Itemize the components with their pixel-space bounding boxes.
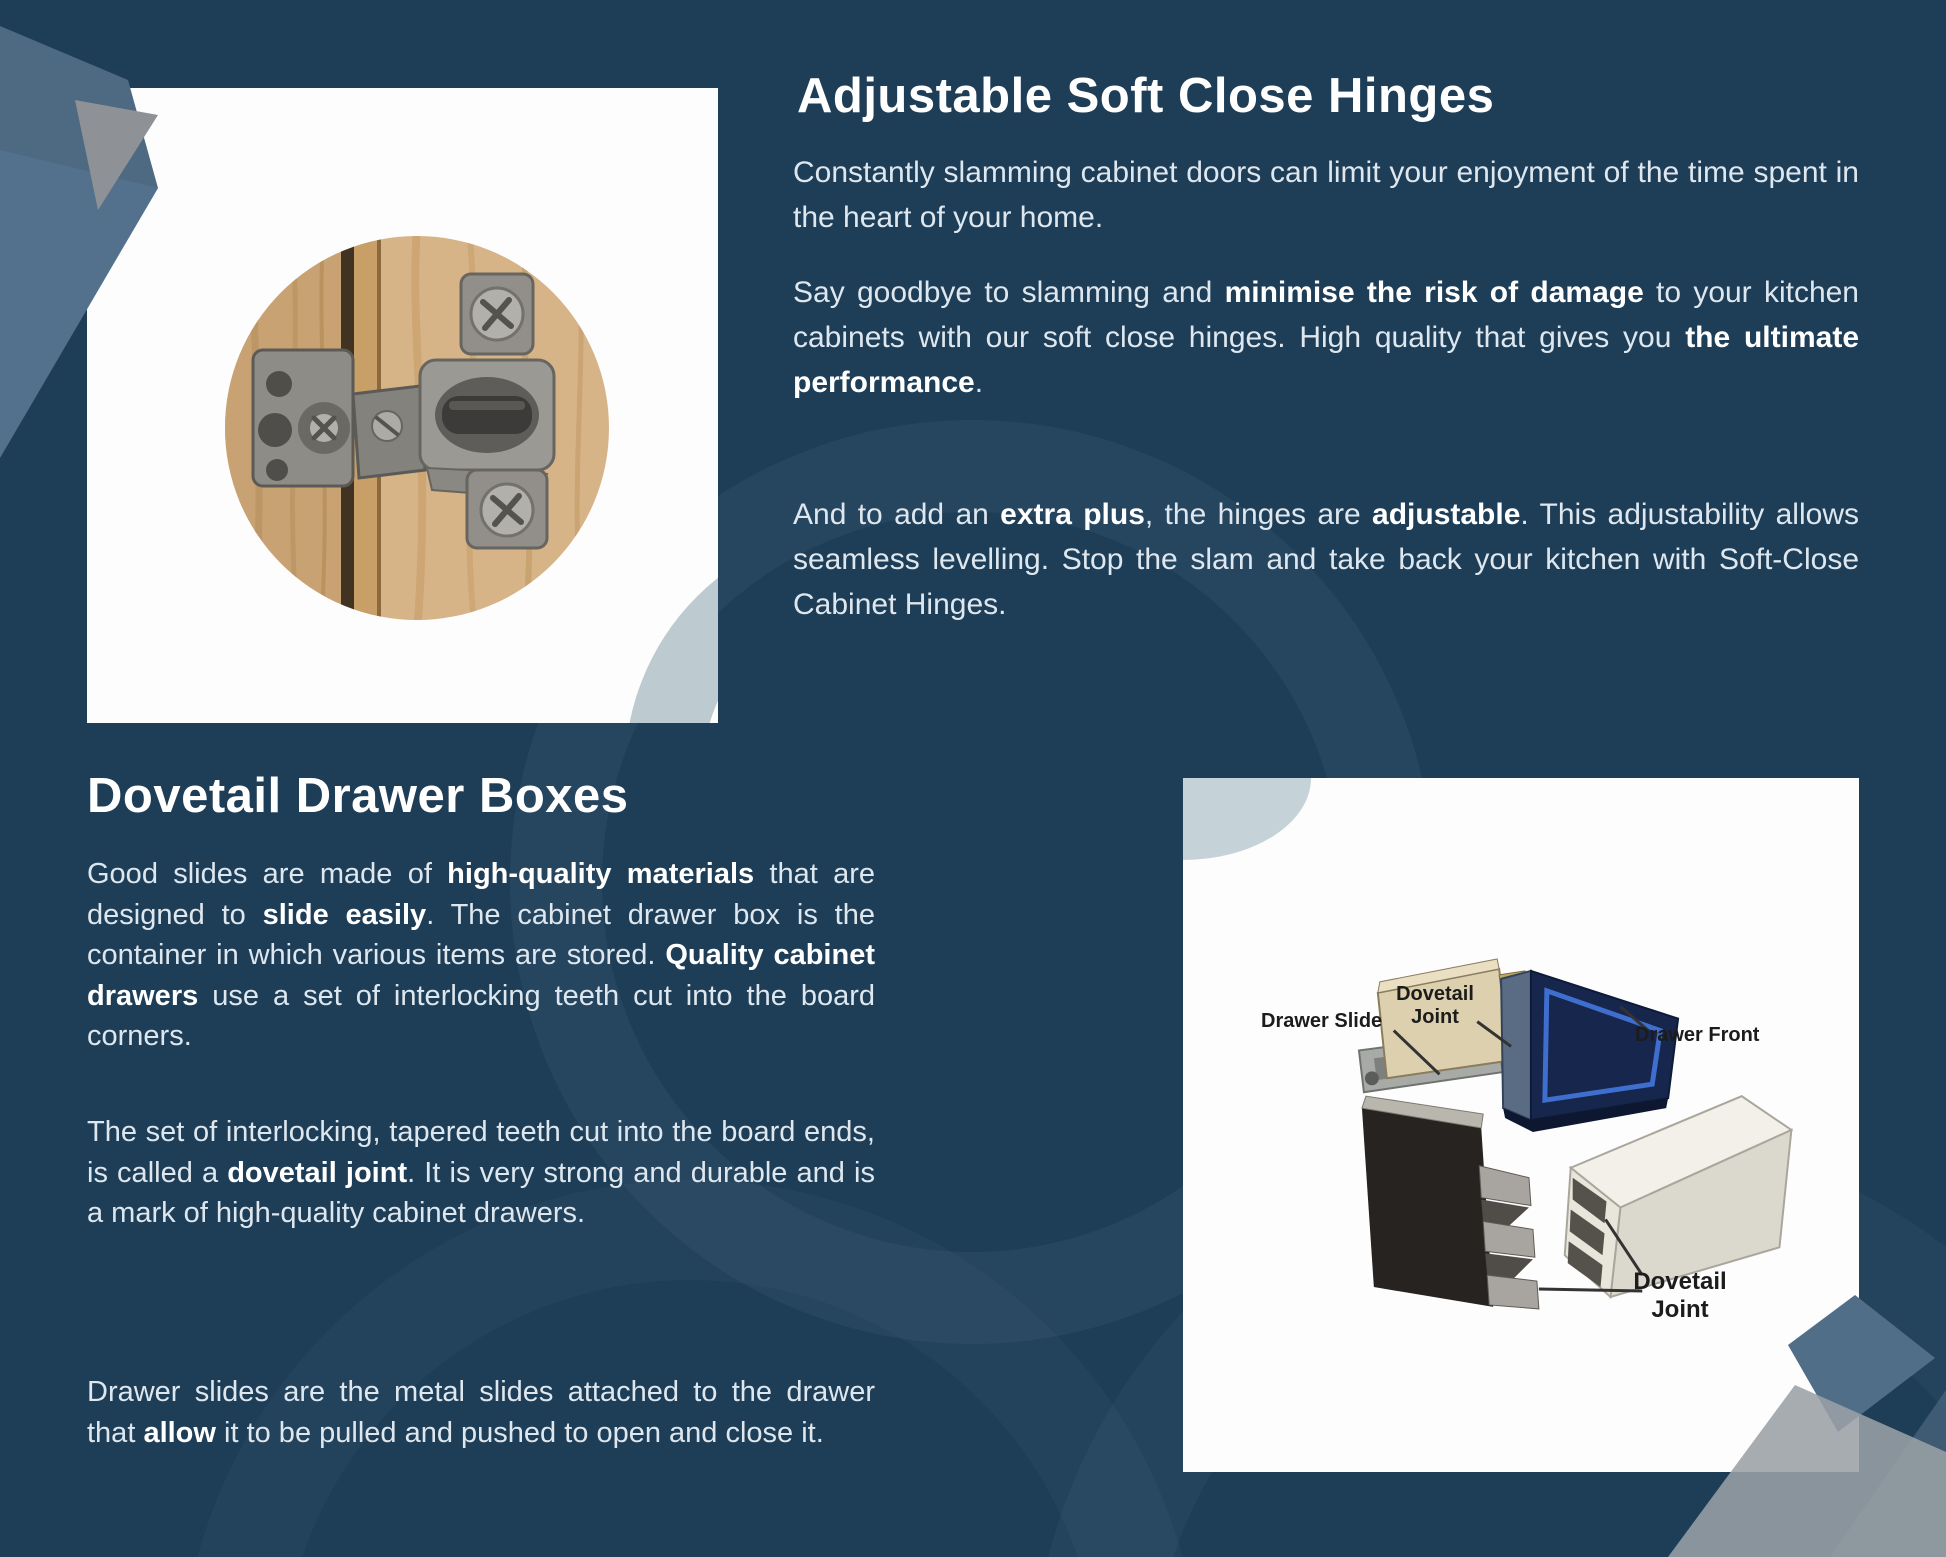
- dovetail-diagram-panel: [1183, 778, 1859, 1472]
- dovetail-section-title: Dovetail Drawer Boxes: [87, 769, 629, 823]
- hinges-paragraph-3: And to add an extra plus, the hinges are adjustable. This adjustability allows seamless levelling. Stop the slam and take back your kitchen with Soft-Close Cabinet Hinges.: [793, 498, 1859, 621]
- dovetail-paragraph-1: Good slides are made of high-quality materials that are designed to slide easily. The cabinet drawer box is the container in which various items are stored. Quality cabinet drawers use a set of interlocking teeth cut into the board corners.: [87, 858, 876, 1052]
- background-swirl-ring: [180, 1180, 1200, 1557]
- hinges-paragraph-2: Say goodbye to slamming and minimise the risk of damage to your kitchen cabinets with our soft close hinges. High quality that gives you the ultimate performance.: [793, 276, 1860, 399]
- diagram-label-drawer-slide: Drawer Slide: [1261, 1010, 1383, 1032]
- dovetail-paragraph-3: Drawer slides are the metal slides attached to the drawer that allow it to be pulled and pushed to open and close it.: [87, 1376, 875, 1449]
- dovetail-paragraph-2: The set of interlocking, tapered teeth cut into the board ends, is called a dovetail joint. It is very strong and durable and is a mark of high-quality cabinet drawers.: [87, 1116, 876, 1229]
- hinge-photo-panel: [87, 88, 718, 723]
- diagram-label-drawer-front: Drawer Front: [1635, 1024, 1760, 1046]
- hinges-paragraph-1: Constantly slamming cabinet doors can limit your enjoyment of the time spent in the heart of your home.: [793, 156, 1859, 234]
- dovetail-diagram: [1183, 778, 1859, 1472]
- hinges-section-title: Adjustable Soft Close Hinges: [797, 69, 1495, 123]
- diagram-label-dovetail-joint-bottom: Dovetail Joint: [1633, 1268, 1727, 1323]
- hinge-photo: [87, 88, 718, 723]
- diagram-label-dovetail-joint-top: Dovetail Joint: [1396, 983, 1474, 1028]
